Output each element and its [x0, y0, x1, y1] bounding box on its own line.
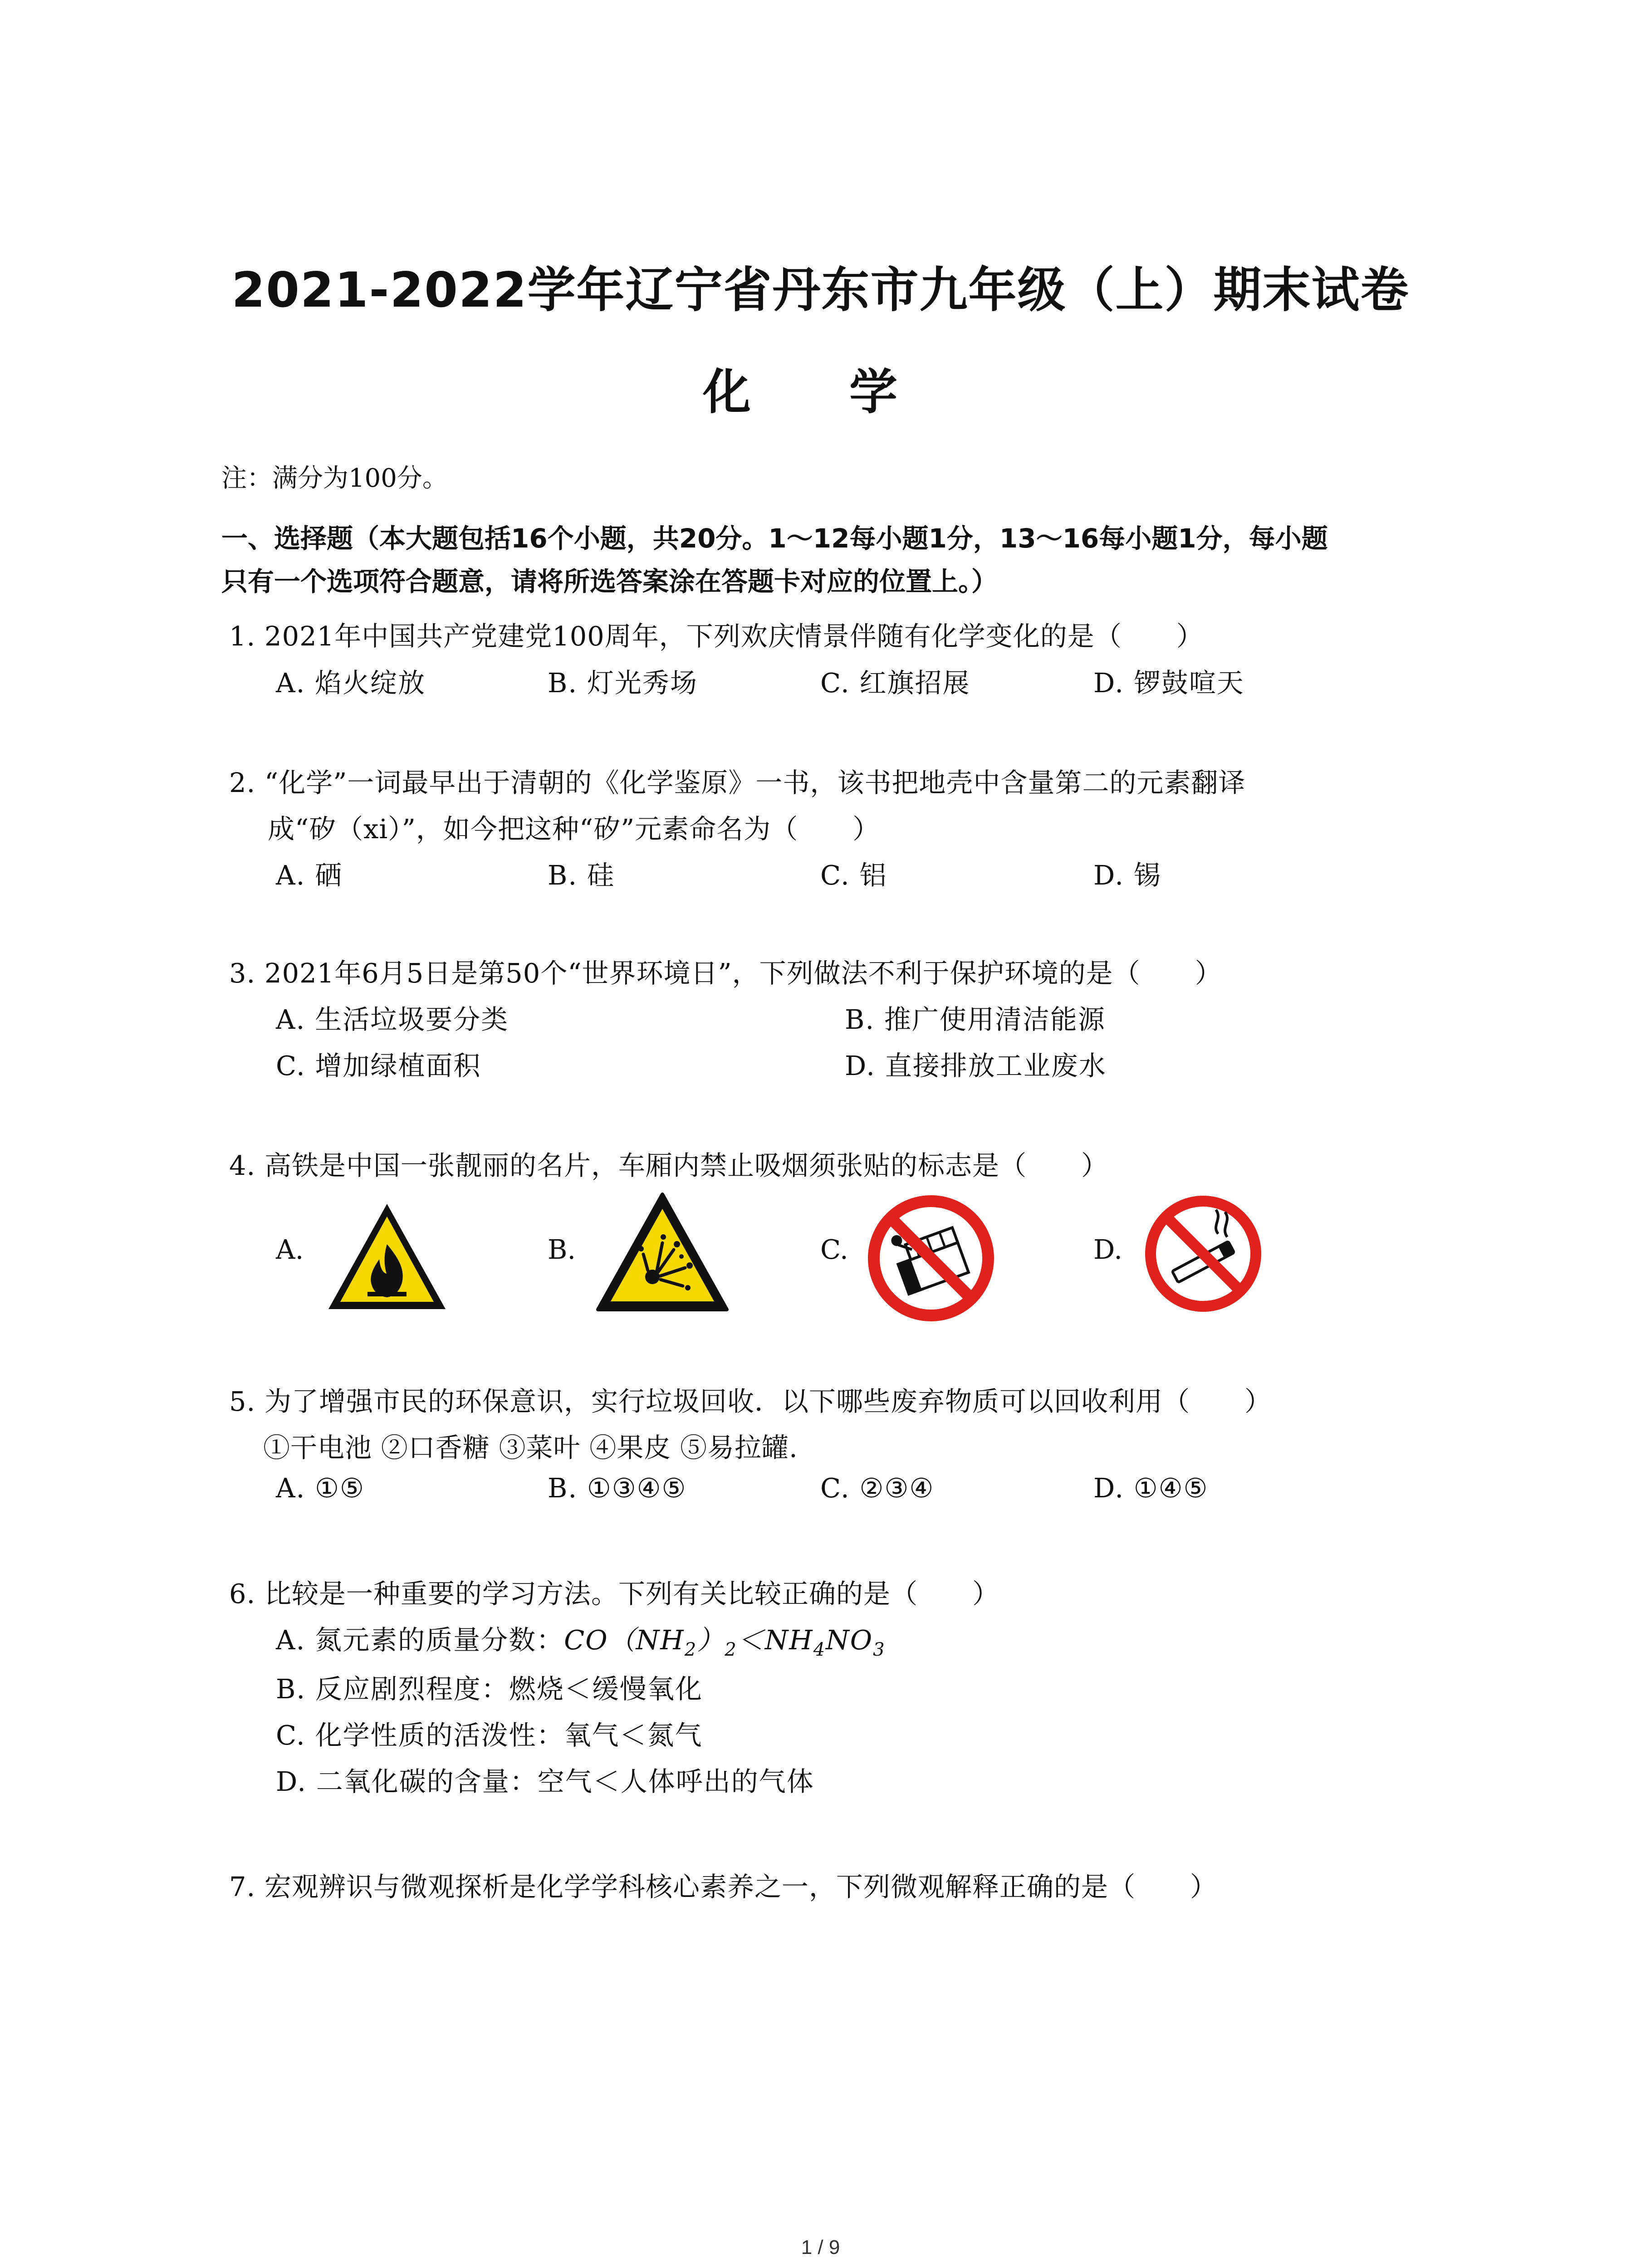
question-2-stem-line2: 成“矽（xi）”，如今把这种“矽”元素命名为（ ） [268, 813, 880, 845]
question-5-stem-line2: ①干电池 ②口香糖 ③菜叶 ④果皮 ⑤易拉罐. [263, 1432, 798, 1463]
flammable-warning-icon [326, 1201, 448, 1312]
question-5-stem-line1: 5. 为了增强市民的环保意识，实行垃圾回收．以下哪些废弃物质可以回收利用（ ） [229, 1386, 1272, 1417]
q1-option-b: B. 灯光秀场 [548, 667, 698, 699]
page-number: 1 / 9 [801, 2236, 840, 2258]
q1-option-c: C. 红旗招展 [820, 667, 970, 699]
question-7-stem: 7. 宏观辨识与微观探析是化学学科核心素养之一，下列微观解释正确的是（ ） [229, 1871, 1218, 1902]
question-2-stem-line1: 2. “化学”一词最早出于清朝的《化学鉴原》一书，该书把地壳中含量第二的元素翻译 [229, 767, 1246, 798]
q2-option-b: B. 硅 [548, 860, 615, 891]
q4-option-a: A. [276, 1234, 304, 1265]
section-heading-line1: 一、选择题（本大题包括16个小题，共20分。1～12每小题1分，13～16每小题1分，每小题 [221, 523, 1328, 554]
q2-option-a: A. 硒 [276, 860, 343, 891]
explosive-warning-icon [594, 1191, 730, 1314]
q2-option-c: C. 铝 [820, 860, 887, 891]
no-smoking-icon [1143, 1194, 1264, 1314]
q6-option-c: C. 化学性质的活泼性：氧气＜氮气 [276, 1720, 703, 1751]
question-6-stem: 6. 比较是一种重要的学习方法。下列有关比较正确的是（ ） [229, 1578, 1000, 1609]
question-4-stem: 4. 高铁是中国一张靓丽的名片，车厢内禁止吸烟须张贴的标志是（ ） [229, 1150, 1109, 1181]
exam-title: 2021-2022学年辽宁省丹东市九年级（上）期末试卷 [231, 262, 1410, 318]
q5-option-a: A. ①⑤ [276, 1472, 365, 1504]
q3-option-d: D. 直接排放工业废水 [845, 1050, 1107, 1081]
q5-option-b: B. ①③④⑤ [548, 1472, 687, 1504]
q6-option-d: D. 二氧化碳的含量：空气＜人体呼出的气体 [276, 1766, 814, 1797]
question-1-stem: 1. 2021年中国共产党建党100周年，下列欢庆情景伴随有化学变化的是（ ） [229, 621, 1204, 652]
no-open-flame-icon [867, 1194, 996, 1323]
q6-option-b: B. 反应剧烈程度：燃烧＜缓慢氧化 [276, 1673, 703, 1705]
q1-option-d: D. 锣鼓喧天 [1093, 667, 1244, 699]
q6-option-a-label: A. 氮元素的质量分数： [276, 1624, 564, 1656]
q6-option-a [276, 1618, 886, 1660]
q3-option-b: B. 推广使用清洁能源 [845, 1004, 1106, 1035]
q2-option-d: D. 锡 [1093, 860, 1161, 891]
question-3-stem: 3. 2021年6月5日是第50个“世界环境日”，下列做法不利于保护环境的是（ ） [229, 958, 1222, 989]
q3-option-c: C. 增加绿植面积 [276, 1050, 481, 1081]
q4-option-b: B. [548, 1234, 576, 1265]
q1-option-a: A. 焰火绽放 [276, 667, 426, 699]
subject-title: 化 学 [703, 364, 938, 420]
q5-option-c: C. ②③④ [820, 1472, 935, 1504]
score-note: 注：满分为100分。 [221, 464, 448, 493]
q4-option-d: D. [1093, 1234, 1122, 1265]
q4-option-c: C. [820, 1234, 848, 1265]
q5-option-d: D. ①④⑤ [1093, 1472, 1209, 1504]
nitrogen-formula: $CO(NH_2)_2<NH_4NO_3$ [564, 1624, 886, 1660]
section-heading-line2: 只有一个选项符合题意，请将所选答案涂在答题卡对应的位置上。） [221, 566, 998, 597]
q3-option-a: A. 生活垃圾要分类 [276, 1004, 509, 1035]
